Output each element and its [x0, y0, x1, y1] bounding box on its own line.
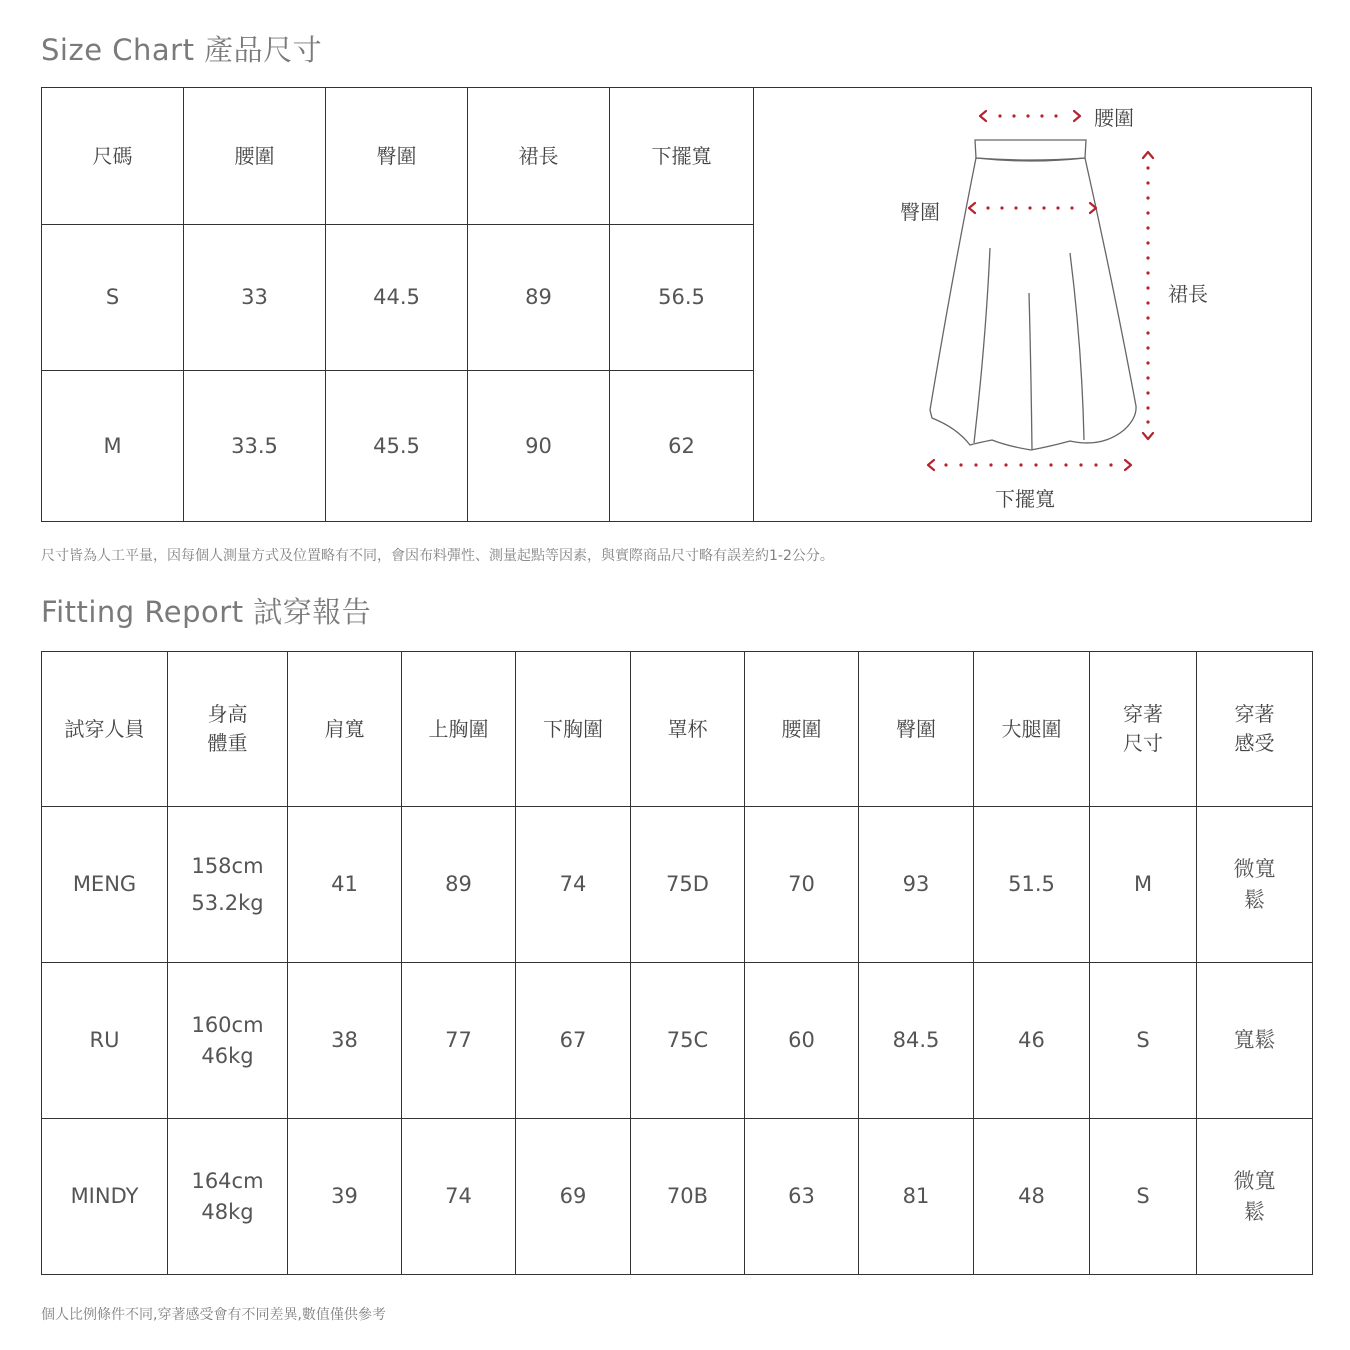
- cell: 77: [402, 963, 516, 1119]
- header-upper-bust: 上胸圍: [402, 652, 516, 807]
- cell-feel: 微寬 鬆: [1197, 1119, 1313, 1275]
- cell-feel: 寬鬆: [1197, 963, 1313, 1119]
- cell: 51.5: [974, 807, 1090, 963]
- cell: 75C: [631, 963, 745, 1119]
- cell: 93: [859, 807, 974, 963]
- cell: 74: [402, 1119, 516, 1275]
- diagram-hem-label: 下擺寬: [995, 487, 1055, 511]
- cell: 56.5: [610, 225, 754, 371]
- header-tester: 試穿人員: [42, 652, 168, 807]
- cell: 89: [468, 225, 610, 371]
- fit-row-meng: [42, 807, 1313, 963]
- cell-name: MINDY: [42, 1119, 168, 1275]
- cell-height-weight: 160cm 46kg: [168, 963, 288, 1119]
- header-size: 尺碼: [42, 88, 184, 225]
- size-chart-table: [41, 87, 754, 522]
- cell: 89: [402, 807, 516, 963]
- cell-name: RU: [42, 963, 168, 1119]
- cell-height-weight: 158cm 53.2kg: [168, 807, 288, 963]
- cell: 62: [610, 371, 754, 522]
- cell: 46: [974, 963, 1090, 1119]
- header-cup: 罩杯: [631, 652, 745, 807]
- cell: 67: [516, 963, 631, 1119]
- size-chart-title: Size Chart 產品尺寸: [41, 33, 323, 67]
- fitting-report-table: [41, 651, 1313, 1275]
- cell: 60: [745, 963, 859, 1119]
- cell: M: [42, 371, 184, 522]
- cell: 69: [516, 1119, 631, 1275]
- cell: 33: [184, 225, 326, 371]
- header-under-bust: 下胸圍: [516, 652, 631, 807]
- size-chart-note: 尺寸皆為人工平量，因每個人測量方式及位置略有不同，會因布料彈性、測量起點等因素，與實際商品尺寸略有誤差約1-2公分。: [41, 548, 834, 564]
- cell: 70B: [631, 1119, 745, 1275]
- header-thigh: 大腿圍: [974, 652, 1090, 807]
- cell: 33.5: [184, 371, 326, 522]
- fit-header-row: [42, 652, 1313, 807]
- cell: 84.5: [859, 963, 974, 1119]
- fit-row-mindy: [42, 1119, 1313, 1275]
- header-height-weight: 身高 體重: [168, 652, 288, 807]
- cell: M: [1090, 807, 1197, 963]
- cell: 63: [745, 1119, 859, 1275]
- size-row-s: [42, 225, 754, 371]
- cell-height-weight: 164cm 48kg: [168, 1119, 288, 1275]
- fit-row-ru: [42, 963, 1313, 1119]
- cell: 44.5: [326, 225, 468, 371]
- cell: 90: [468, 371, 610, 522]
- cell: 41: [288, 807, 402, 963]
- size-header-row: [42, 88, 754, 225]
- cell: 39: [288, 1119, 402, 1275]
- header-hem: 下擺寬: [610, 88, 754, 225]
- cell-name: MENG: [42, 807, 168, 963]
- header-hip: 臀圍: [326, 88, 468, 225]
- size-row-m: [42, 371, 754, 522]
- header-shoulder: 肩寬: [288, 652, 402, 807]
- skirt-diagram: [752, 87, 1312, 522]
- cell: S: [1090, 963, 1197, 1119]
- cell-feel: 微寬 鬆: [1197, 807, 1313, 963]
- cell: S: [1090, 1119, 1197, 1275]
- cell: 48: [974, 1119, 1090, 1275]
- cell: 70: [745, 807, 859, 963]
- skirt-illustration: [752, 88, 1311, 521]
- header-hip: 臀圍: [859, 652, 974, 807]
- cell: 75D: [631, 807, 745, 963]
- diagram-hip-label: 臀圍: [900, 200, 940, 224]
- fitting-report-note: 個人比例條件不同,穿著感受會有不同差異,數值僅供參考: [41, 1307, 386, 1323]
- header-wear-feel: 穿著 感受: [1197, 652, 1313, 807]
- cell: 45.5: [326, 371, 468, 522]
- cell: 81: [859, 1119, 974, 1275]
- cell: 38: [288, 963, 402, 1119]
- fitting-report-title: Fitting Report 試穿報告: [41, 595, 372, 629]
- cell: 74: [516, 807, 631, 963]
- header-wear-size: 穿著 尺寸: [1090, 652, 1197, 807]
- cell: S: [42, 225, 184, 371]
- diagram-waist-label: 腰圍: [1094, 106, 1134, 130]
- header-waist: 腰圍: [745, 652, 859, 807]
- header-length: 裙長: [468, 88, 610, 225]
- header-waist: 腰圍: [184, 88, 326, 225]
- diagram-length-label: 裙長: [1168, 282, 1208, 306]
